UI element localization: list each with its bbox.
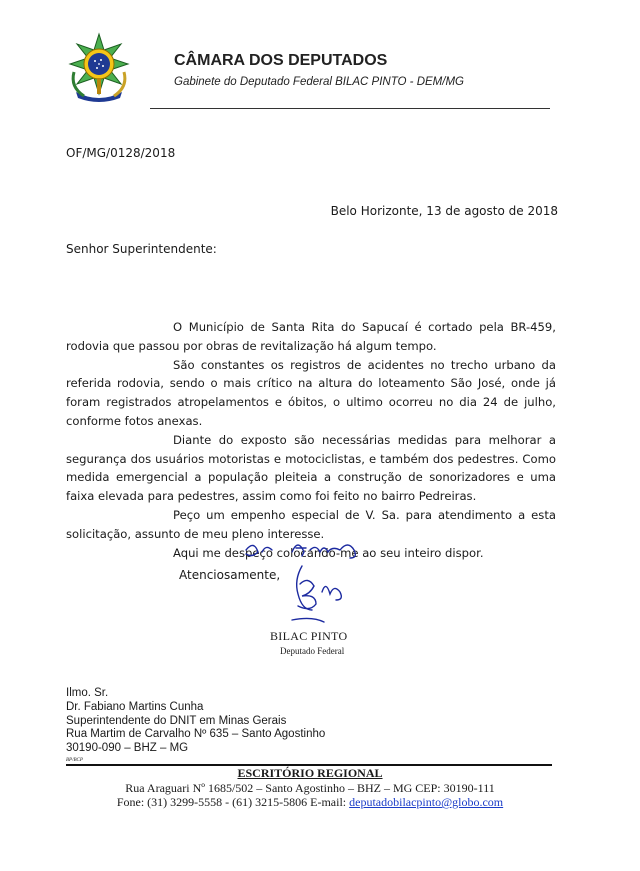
header-divider bbox=[150, 108, 550, 109]
reference-number: OF/MG/0128/2018 bbox=[66, 146, 176, 160]
salutation: Senhor Superintendente: bbox=[66, 242, 217, 256]
recipient-line: Rua Martim de Carvalho Nº 635 – Santo Agostinho bbox=[66, 728, 326, 741]
institution-title: CÂMARA DOS DEPUTADOS bbox=[174, 52, 388, 69]
date-line: Belo Horizonte, 13 de agosto de 2018 bbox=[330, 204, 558, 218]
office-subtitle: Gabinete do Deputado Federal BILAC PINTO - DEM/MG bbox=[174, 76, 464, 88]
footer-address: Rua Araguari Nº 1685/502 – Santo Agostinho – BHZ – MG CEP: 30190-111 bbox=[125, 781, 495, 795]
paragraph: Diante do exposto são necessárias medidas para melhorar a segurança dos usuários motoristas e motociclistas, e também dos pedestres. Como medida emergencial a população pleiteia a construção de sonorizadores e uma faixa elevada para pedestres, assim como foi feito no bairro Pedreiras. bbox=[66, 432, 556, 504]
letter-body bbox=[66, 318, 556, 562]
closing: Atenciosamente, bbox=[179, 568, 281, 582]
typist-initials: BP/BCP bbox=[66, 758, 83, 763]
footer-title: ESCRITÓRIO REGIONAL bbox=[237, 766, 383, 780]
email-link[interactable]: deputadobilacpinto@globo.com bbox=[349, 795, 504, 809]
signatory-role: Deputado Federal bbox=[280, 646, 345, 656]
recipient-line: Ilmo. Sr. bbox=[66, 687, 109, 699]
footer-contact bbox=[0, 795, 620, 810]
recipient-block bbox=[66, 687, 325, 756]
paragraph: São constantes os registros de acidentes no trecho urbano da referida rodovia, sendo o mais crítico na altura do loteamento São José, onde já foram registrados atropelamentos e óbitos, o ultimo ocorreu no dia 24 de julho, conforme fotos anexas. bbox=[66, 357, 556, 428]
recipient-line: Superintendente do DNIT em Minas Gerais bbox=[66, 714, 287, 727]
coat-of-arms-seal bbox=[66, 32, 132, 104]
recipient-line: 30190-090 – BHZ – MG bbox=[66, 742, 189, 755]
paragraph: Aqui me despeço colocando-me ao seu inteiro dispor. bbox=[173, 545, 484, 560]
recipient-line: Dr. Fabiano Martins Cunha bbox=[66, 700, 204, 713]
paragraph: O Município de Santa Rita do Sapucaí é cortado pela BR-459, rodovia que passou por obras de revitalização há algum tempo. bbox=[66, 320, 556, 353]
handwritten-signature bbox=[232, 536, 392, 626]
signatory-name: BILAC PINTO bbox=[270, 629, 348, 643]
paragraph: Peço um empenho especial de V. Sa. para atendimento a esta solicitação, assunto de meu pleno interesse. bbox=[66, 507, 556, 541]
footer-phones: Fone: (31) 3299-5558 - (61) 3215-5806 E-mail: bbox=[116, 795, 350, 809]
